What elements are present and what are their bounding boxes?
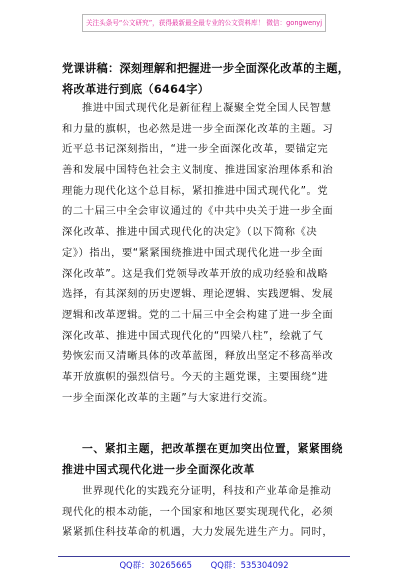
text-line: 的二十届三中全会审议通过的《中共中央关于进一步全面 (62, 205, 334, 218)
footer-divider (58, 556, 350, 557)
text-line: 势恢宏而又清晰具体的改革蓝图，释放出坚定不移高举改 (62, 350, 334, 363)
text-line: 推进中国式现代化是新征程上凝聚全党全国人民智慧 (82, 102, 332, 114)
text-line: 世界现代化的实践充分证明，科技和产业革命是推动 (82, 485, 332, 497)
text-line: 逻辑和改革逻辑。党的二十届三中全会构建了进一步全面 (62, 308, 334, 321)
text-line: 一步全面深化改革的主题”与大家进行交流。 (62, 391, 274, 404)
text-line: 选择，有其深刻的历史逻辑、理论逻辑、实践逻辑、发展 (62, 288, 334, 301)
text-line: 深化改革、推进中国式现代化的决定》（以下简称《决 (62, 226, 318, 239)
text-line: 和力量的旗帜，也必然是进一步全面深化改革的主题。习 (62, 122, 334, 135)
text-line: 善和发展中国特色社会主义制度、推进国家治理体系和治 (62, 164, 334, 177)
title-line: 将改革进行到底（6464字） (62, 83, 210, 96)
qq-group-2: QQ群：535304092 (210, 560, 289, 570)
text-line: 现代化的根本动能，一个国家和地区要实现现代化，必须 (62, 505, 334, 518)
heading-line: 推进中国式现代化进一步全面深化改革 (62, 462, 255, 476)
text-line: 理能力现代化这个总目标，紧扣推进中国式现代化”。党 (62, 184, 329, 197)
title-line: 党课讲稿：深刻理解和把握进一步全面深化改革的主题， (62, 62, 350, 75)
page-footer (0, 559, 408, 571)
heading-line: 一、紧扣主题，把改革摆在更加突出位置，紧紧围绕 (82, 442, 343, 455)
text-line: 近平总书记深刻指出，“进一步全面深化改革，要锚定完 (62, 143, 329, 156)
document-title (62, 58, 352, 100)
text-line: 紧紧抓住科技革命的机遇，大力发展先进生产力。同时， (62, 526, 334, 539)
text-line: 革开放旗帜的强烈信号。今天的主题党课，主要围绕“进 (62, 370, 329, 383)
header-banner: 关注头条号“公文研究”，获得最新最全最专业的公文资料库！ 微信：gongwenyj (82, 14, 326, 32)
qq-group-1: QQ群：30265665 (119, 560, 192, 570)
section-heading-1 (62, 439, 352, 480)
paragraph-intro (62, 98, 352, 408)
text-line: 定》）指出，要“紧紧围绕推进中国式现代化进一步全面 (62, 246, 324, 259)
text-line: 深化改革、推进中国式现代化的“四梁八柱”，绘就了气 (62, 329, 324, 342)
text-line: 深化改革”。这是我们党领导改革开放的成功经验和战略 (62, 267, 329, 280)
paragraph-section-1 (62, 481, 352, 543)
